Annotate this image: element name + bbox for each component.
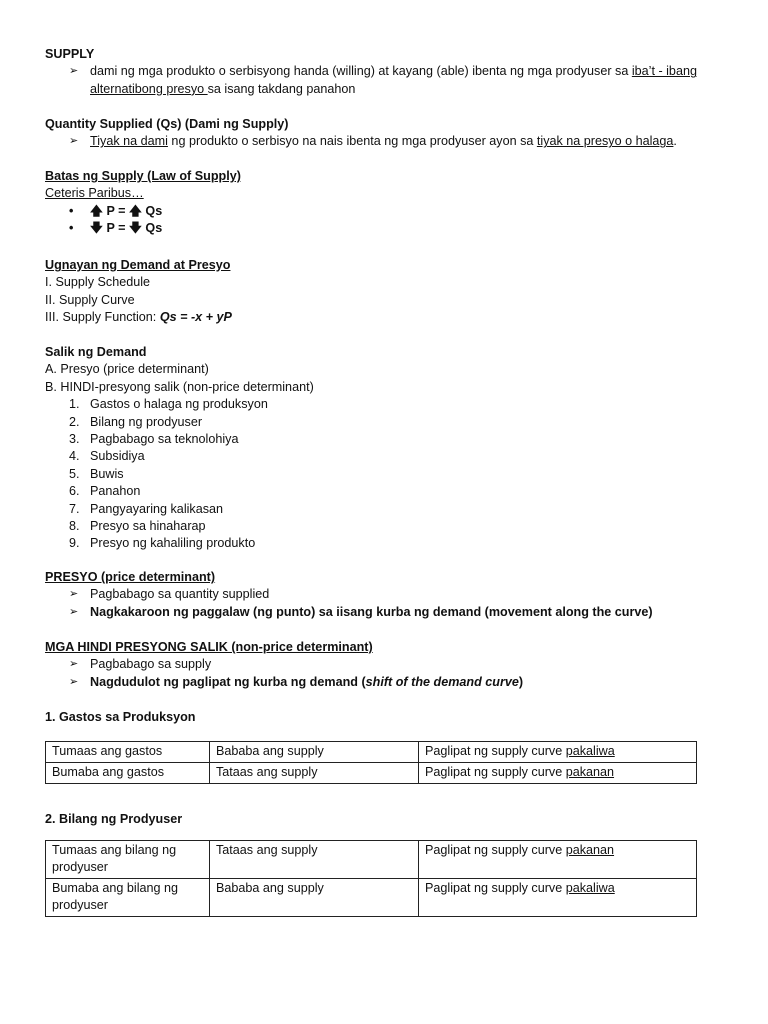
- supply-def-text-end: sa isang takdang panahon: [207, 81, 356, 96]
- ugnayan-item-3: [45, 309, 735, 326]
- direction-text: pakanan: [565, 843, 615, 857]
- bullet-icon: •: [69, 221, 74, 236]
- table-cell: Paglipat ng supply curve pakaliwa: [419, 742, 697, 763]
- list-item: 4. Subsidiya: [69, 449, 145, 464]
- law-heading: Batas ng Supply (Law of Supply): [45, 169, 241, 183]
- ugnayan-item-1: I. Supply Schedule: [45, 275, 151, 290]
- qs-def-end: .: [673, 134, 677, 149]
- hindi-item-1: ➢ Pagbabago sa supply: [45, 656, 735, 673]
- qs-definition: [45, 133, 735, 150]
- arrow-bullet-icon: ➢: [69, 135, 79, 148]
- ugnayan-heading: Ugnayan ng Demand at Presyo: [45, 258, 231, 272]
- gastos-section: [45, 709, 735, 726]
- salik-a: A. Presyo (price determinant): [45, 362, 209, 377]
- qs-heading: Quantity Supplied (Qs) (Dami ng Supply): [45, 117, 289, 131]
- table-row: [46, 841, 697, 879]
- table-cell: Tumaas ang bilang ng prodyuser: [46, 841, 210, 879]
- ugnayan-item-2: II. Supply Curve: [45, 292, 135, 307]
- salik-b: B. HINDI-presyong salik (non-price determinant): [45, 379, 314, 394]
- gastos-table-wrap: [45, 741, 735, 784]
- law-item-1: [45, 203, 735, 220]
- qs-def-text: ng produkto o serbisyo na nais ibenta ng mga prodyuser ayon sa: [167, 134, 537, 149]
- salik-section: [45, 344, 735, 553]
- direction-text: pakanan: [565, 765, 615, 779]
- supply-heading: SUPPLY: [45, 47, 95, 61]
- ugnayan-section: [45, 257, 735, 327]
- table-row: [46, 763, 697, 784]
- gastos-table: [45, 741, 697, 784]
- table-cell: Tataas ang supply: [210, 763, 419, 784]
- supply-def-underlined: iba’t - ibang alternatibong presyo: [90, 64, 697, 96]
- presyo-item-2: ➢ Nagkakaroon ng paggalaw (ng punto) sa iisang kurba ng demand (movement along the curve): [45, 604, 735, 621]
- bilang-heading: 2. Bilang ng Prodyuser: [45, 812, 183, 826]
- table-cell: Tumaas ang gastos: [46, 742, 210, 763]
- table-row: [46, 879, 697, 917]
- table-row: [46, 742, 697, 763]
- qs-def-underlined-2: tiyak na presyo o halaga: [536, 134, 674, 149]
- list-item: 6. Panahon: [69, 484, 141, 499]
- presyo-section: [45, 569, 735, 621]
- list-item: 5. Buwis: [69, 466, 124, 481]
- list-item: 7. Pangyayaring kalikasan: [69, 501, 224, 516]
- supply-section: [45, 46, 735, 98]
- arrow-bullet-icon: ➢: [69, 675, 79, 688]
- direction-text: pakaliwa: [565, 881, 615, 895]
- table-cell: Paglipat ng supply curve pakanan: [419, 763, 697, 784]
- hindi-item-2: ➢ Nagdudulot ng paglipat ng kurba ng demand (shift of the demand curve): [45, 674, 735, 691]
- ceteris-paribus: Ceteris Paribus…: [45, 186, 144, 201]
- list-item: 1. Gastos o halaga ng produksyon: [69, 397, 268, 412]
- table-cell: Bababa ang supply: [210, 879, 419, 917]
- list-item: 3. Pagbabago sa teknolohiya: [69, 432, 239, 447]
- table-cell: Bababa ang supply: [210, 742, 419, 763]
- function-label: III. Supply Function:: [45, 310, 160, 325]
- arrow-bullet-icon: ➢: [69, 658, 79, 671]
- law-section: [45, 168, 735, 238]
- bilang-table-wrap: [45, 840, 735, 917]
- hindi-heading: MGA HINDI PRESYONG SALIK (non-price determinant): [45, 640, 373, 654]
- table-cell: Paglipat ng supply curve pakaliwa: [419, 879, 697, 917]
- law-item-text: 🡅 P = 🡅 Qs: [90, 203, 163, 218]
- list-item: 2. Bilang ng prodyuser: [69, 414, 203, 429]
- list-item: 9. Presyo ng kahaliling produkto: [69, 536, 256, 551]
- qs-section: [45, 116, 735, 151]
- law-item-text: 🡇 P = 🡇 Qs: [90, 221, 163, 236]
- arrow-bullet-icon: ➢: [69, 65, 79, 78]
- bilang-table: [45, 840, 697, 917]
- list-item: 8. Presyo sa hinaharap: [69, 519, 206, 534]
- direction-text: pakaliwa: [565, 744, 615, 758]
- salik-heading: Salik ng Demand: [45, 345, 147, 359]
- qs-def-underlined-1: Tiyak na dami: [90, 134, 168, 149]
- supply-def-text: dami ng mga produkto o serbisyong handa (willing) at kayang (able) ibenta ng mga prodyuser sa: [90, 64, 632, 79]
- supply-definition: [45, 63, 735, 98]
- arrow-bullet-icon: ➢: [69, 588, 79, 601]
- table-cell: Tataas ang supply: [210, 841, 419, 879]
- table-cell: Paglipat ng supply curve pakanan: [419, 841, 697, 879]
- presyo-heading: PRESYO (price determinant): [45, 570, 216, 584]
- law-item-2: [45, 220, 735, 237]
- table-cell: Bumaba ang bilang ng prodyuser: [46, 879, 210, 917]
- bullet-icon: •: [69, 203, 74, 218]
- supply-function-formula: Qs = -x + yP: [159, 310, 232, 325]
- gastos-heading: 1. Gastos sa Produksyon: [45, 710, 196, 724]
- arrow-bullet-icon: ➢: [69, 605, 79, 618]
- bilang-section: [45, 811, 735, 828]
- hindi-section: [45, 639, 735, 691]
- presyo-item-1: ➢ Pagbabago sa quantity supplied: [45, 586, 735, 603]
- table-cell: Bumaba ang gastos: [46, 763, 210, 784]
